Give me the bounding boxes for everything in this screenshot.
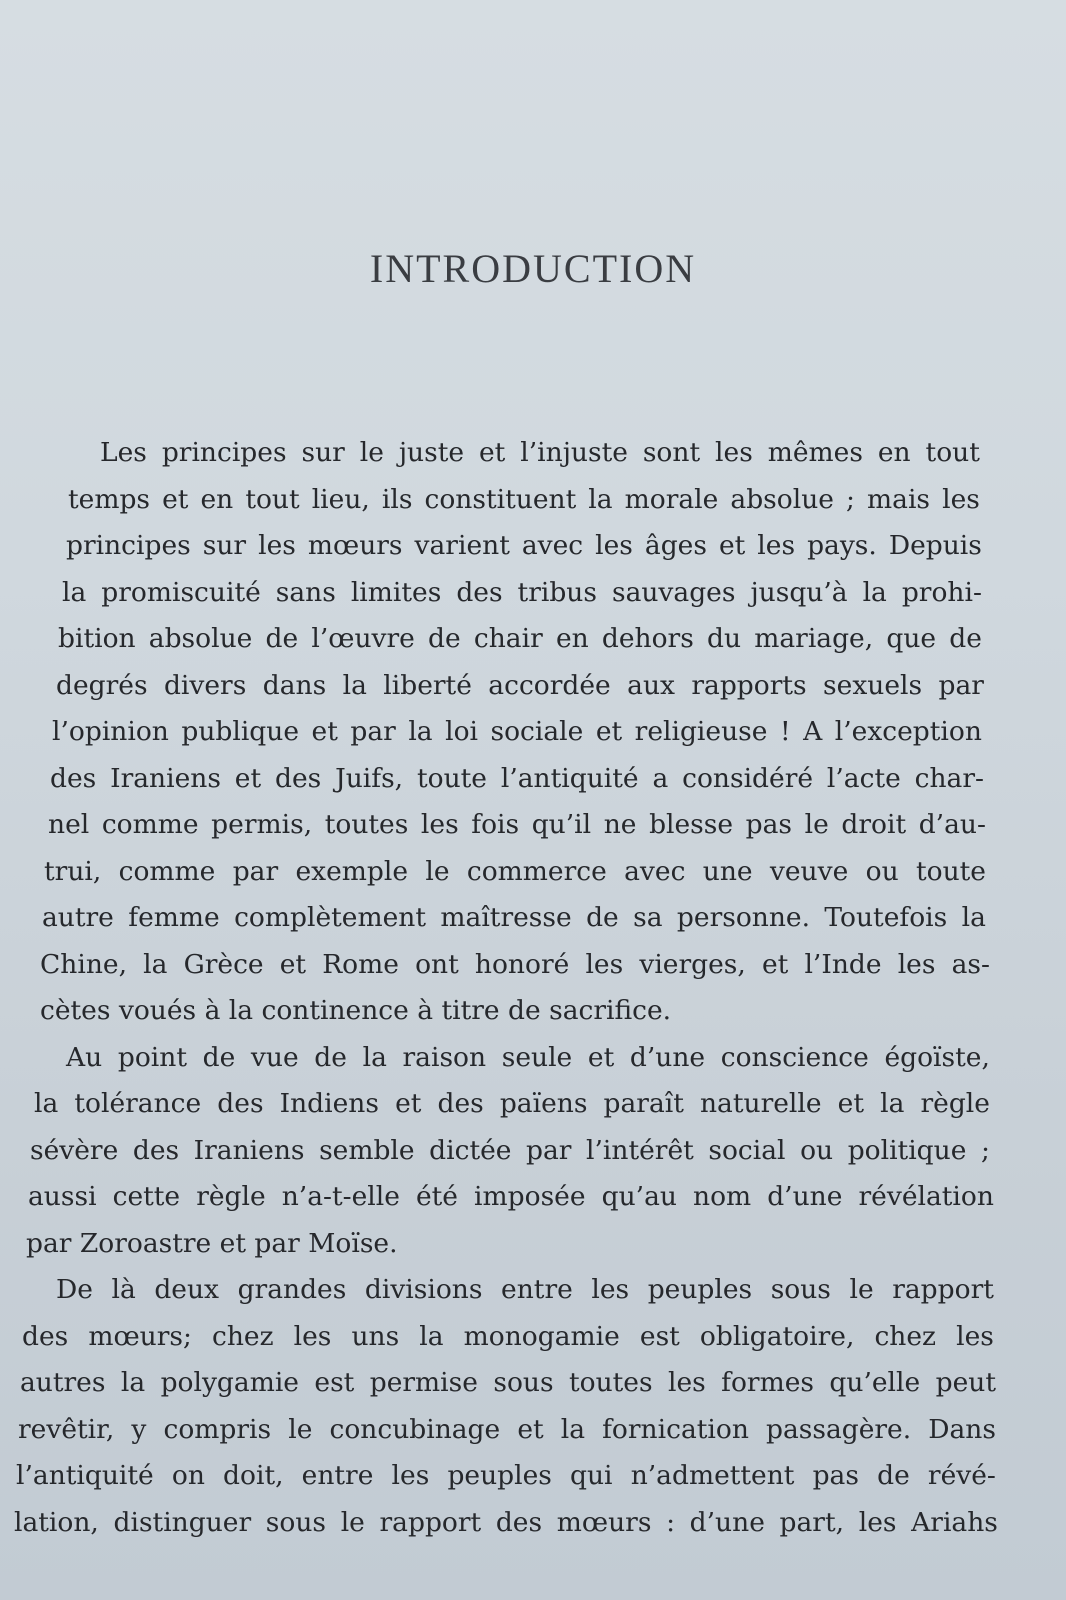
text-line: l’antiquité on doit, entre les peuples qui n’admettent pas de révé- [16,1460,996,1491]
text-line: bition absolue de l’œuvre de chair en dehors du mariage, que de [58,623,982,654]
text-line: Au point de vue de la raison seule et d’une conscience égoïste, [66,1041,990,1073]
text-line: De là deux grandes divisions entre les peuples sous le rapport [56,1274,994,1305]
text-line: trui, comme par exemple le commerce avec une veuve ou toute [44,855,986,887]
text-line: autres la polygamie est permise sous toutes les formes qu’elle peut [20,1367,996,1398]
text-line: l’opinion publique et par la loi sociale et religieuse ! A l’exception [52,716,982,747]
text-line: des mœurs; chez les uns la monogamie est obligatoire, chez les [22,1320,994,1352]
text-line: Chine, la Grèce et Rome ont honoré les vierges, et l’Inde les as- [40,948,990,980]
text-line: la tolérance des Indiens et des païens paraît naturelle et la règle [34,1088,990,1119]
text-line: autre femme complètement maîtresse de sa personne. Toutefois la [42,902,986,933]
text-line: aussi cette règle n’a-t-elle été imposée qu’au nom d’une révélation [28,1181,994,1212]
page-title: INTRODUCTION [369,246,697,291]
text-line: temps et en tout lieu, ils constituent la morale absolue ; mais les [68,483,980,515]
text-line: nel comme permis, toutes les fois qu’il ne blesse pas le droit d’au- [48,809,986,840]
text-line: principes sur les mœurs varient avec les âges et les pays. Depuis [66,530,982,561]
text-line: sévère des Iraniens semble dictée par l’intérêt social ou politique ; [30,1134,990,1166]
text-line: la promiscuité sans limites des tribus sauvages jusqu’à la prohi- [62,576,982,608]
text-line: cètes voués à la continence à titre de sacrifice. [40,995,672,1026]
text-line: Les principes sur le juste et l’injuste sont les mêmes en tout [100,437,980,468]
text-line: des Iraniens et des Juifs, toute l’antiquité a considéré l’acte char- [50,762,984,794]
text-line: lation, distinguer sous le rapport des mœurs : d’une part, les Ariahs [14,1506,998,1538]
text-line: par Zoroastre et par Moïse. [26,1227,398,1259]
text-line: revêtir, y compris le concubinage et la fornication passagère. Dans [18,1413,996,1445]
text-line: degrés divers dans la liberté accordée aux rapports sexuels par [56,669,984,701]
